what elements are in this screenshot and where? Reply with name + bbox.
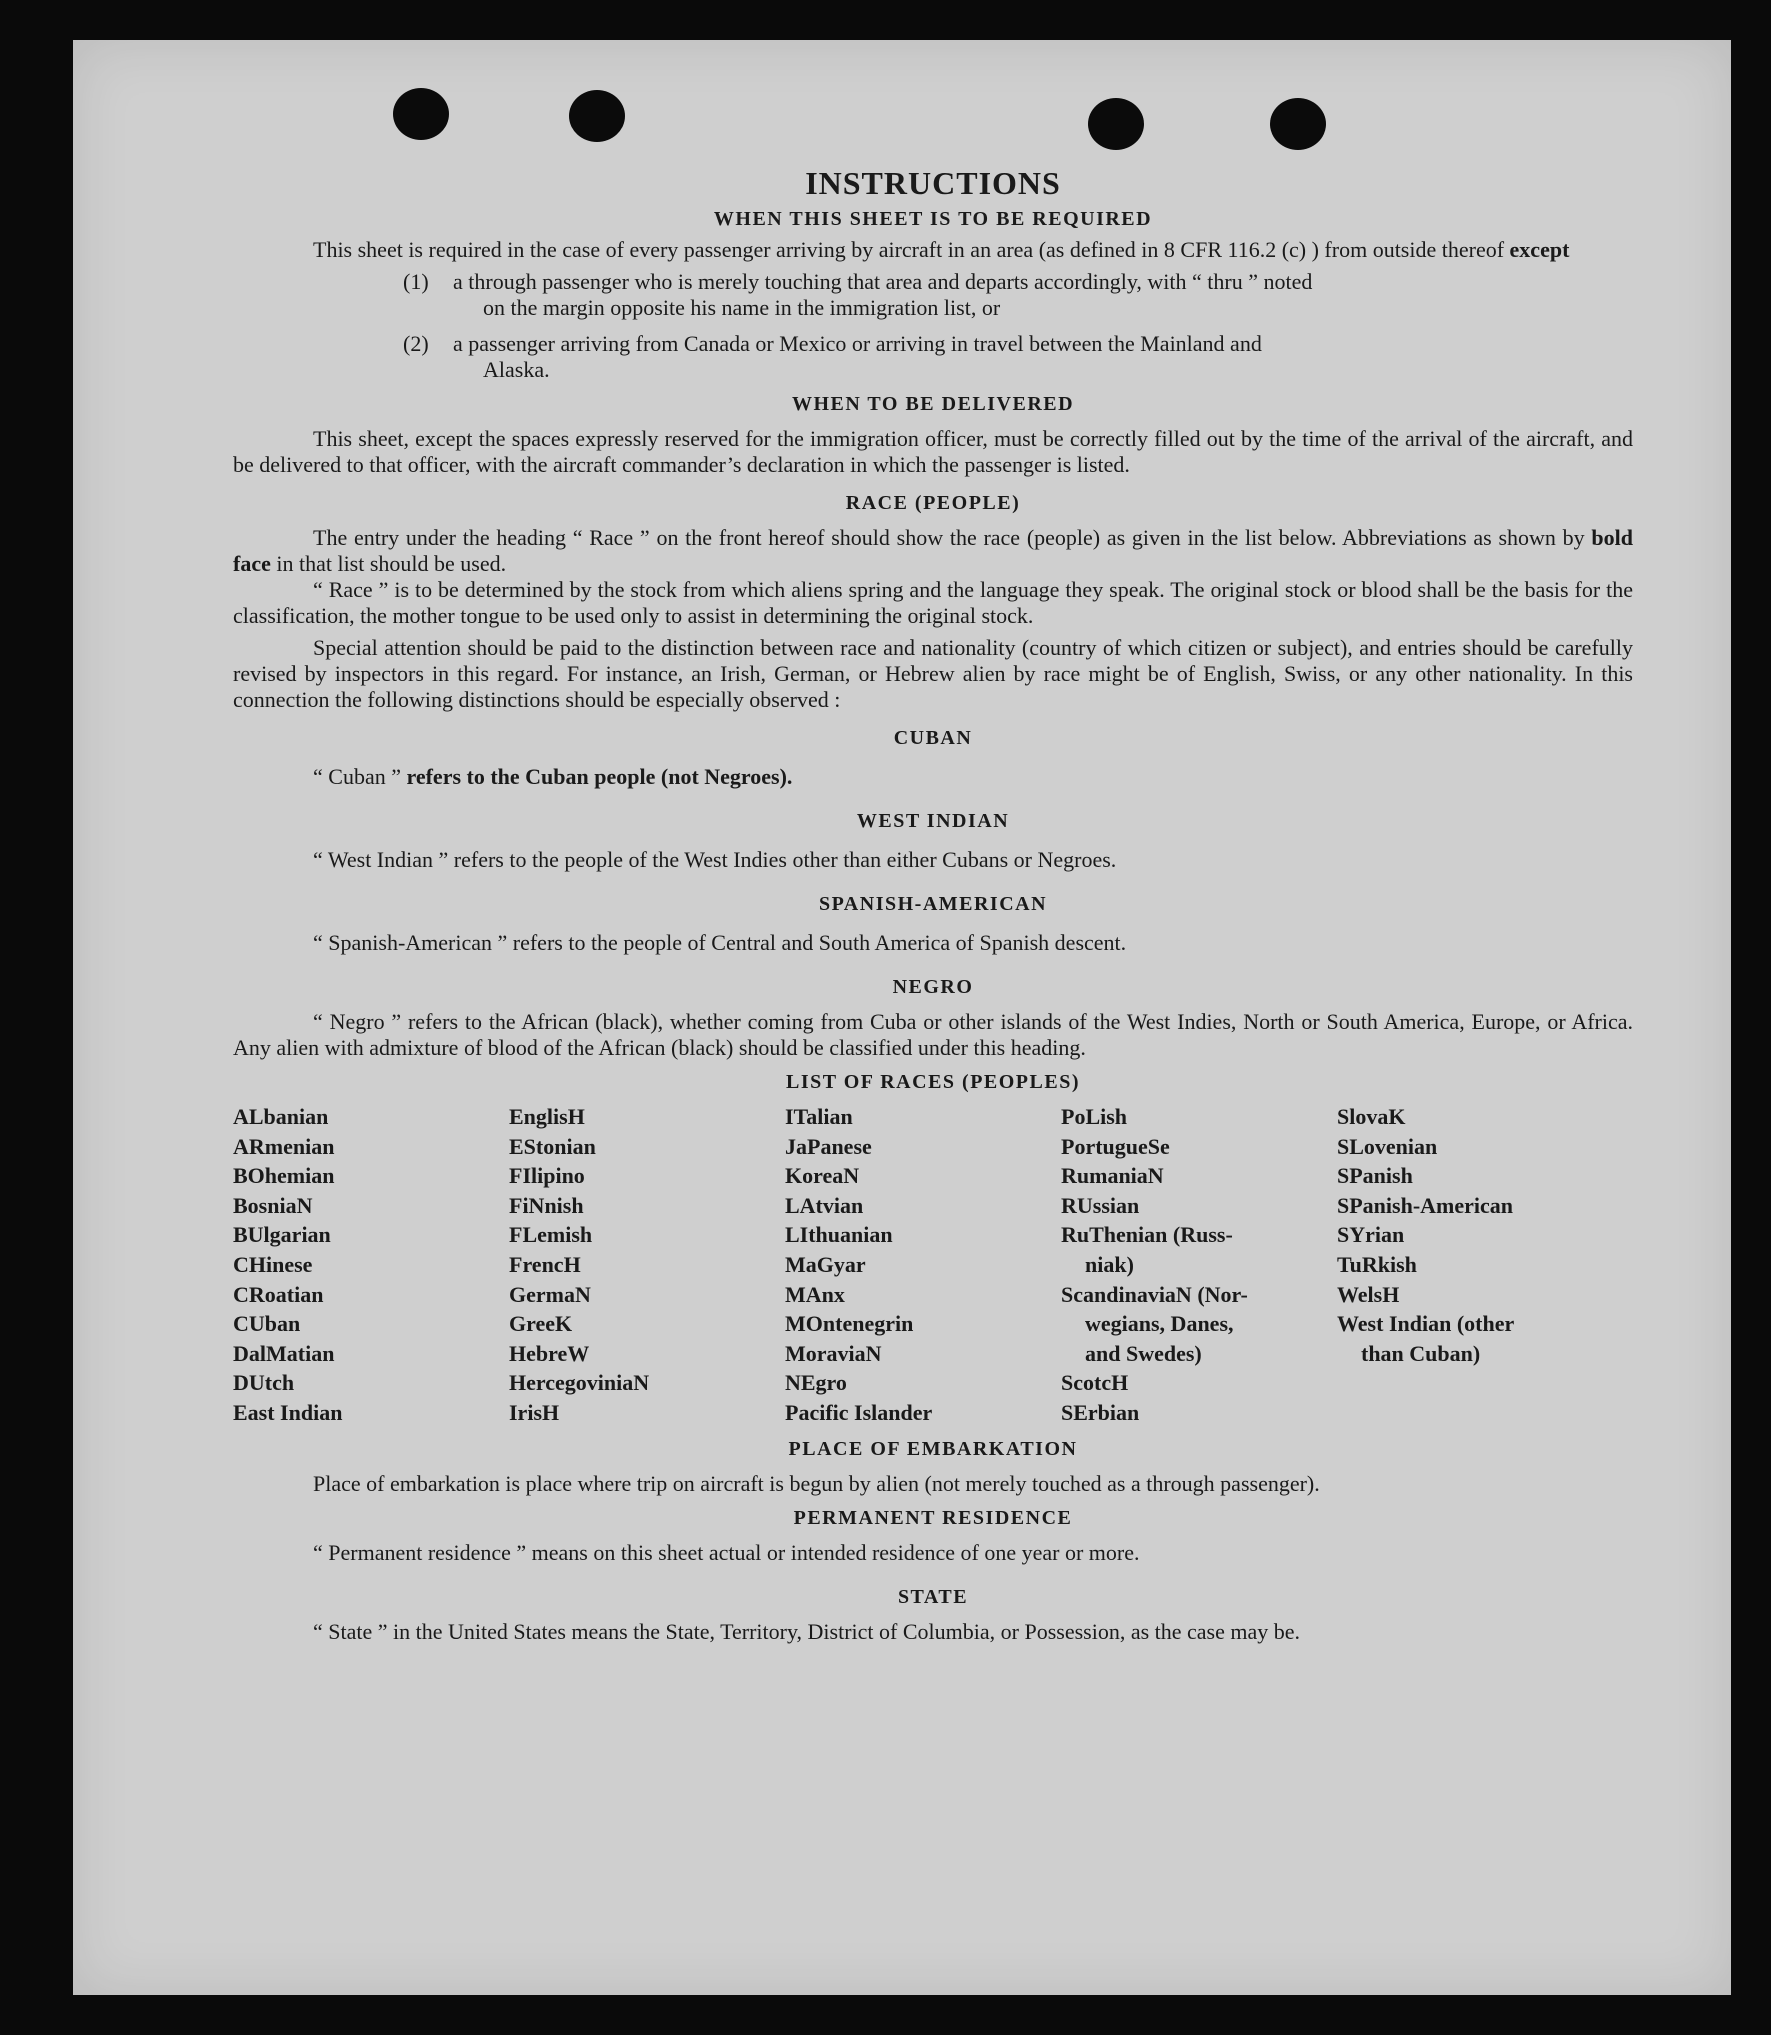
race-entry: PortugueSe: [1061, 1133, 1170, 1159]
race-entry: SPanish: [1337, 1163, 1413, 1189]
race-entry: ARmenian: [233, 1133, 335, 1159]
heading-state: STATE: [897, 1585, 969, 1608]
race-entry: GermaN: [509, 1281, 591, 1307]
paragraph-delivered: This sheet, except the spaces expressly reserved for the immigration officer, must be correctly filled out by the time of the arrival of the aircraft, and be delivered to that officer, with the aircraft commander’s declaration in which the passenger is listed.: [233, 426, 1633, 477]
heading-race: RACE (PEOPLE): [845, 492, 1021, 514]
race-entry: MaGyar: [785, 1251, 866, 1277]
heading-permanent-residence: PERMANENT RESIDENCE: [793, 1506, 1073, 1529]
paragraph-west-indian: “ West Indian ” refers to the people of the West Indies other than either Cubans or Negroes.: [313, 847, 1117, 872]
race-entry: FLemish: [509, 1222, 593, 1248]
heading-west-indian: WEST INDIAN: [856, 810, 1010, 832]
race-column-2: [509, 1102, 785, 1428]
race-entry: JaPanese: [785, 1133, 872, 1159]
race-entry: PoLish: [1061, 1104, 1128, 1129]
race-entry: niak): [1085, 1251, 1134, 1277]
race-entry: BosniaN: [233, 1192, 313, 1218]
race-entry: FrencH: [509, 1251, 581, 1277]
paragraph-spanish-american: “ Spanish-American ” refers to the people of Central and South America of Spanish descent.: [313, 930, 1127, 955]
heading-list-of-races: LIST OF RACES (PEOPLES): [785, 1071, 1080, 1093]
race-entry: LIthuanian: [785, 1222, 893, 1248]
race-entry: CRoatian: [233, 1281, 324, 1307]
race-entry: HebreW: [509, 1340, 590, 1366]
race-list: [233, 1102, 1633, 1428]
paragraph-required: This sheet is required in the case of every passenger arriving by aircraft in an area (as defined in 8 CFR 116.2 (c) ) from outside thereof except: [313, 237, 1570, 262]
heading-when-required: WHEN THIS SHEET IS TO BE REQUIRED: [713, 208, 1153, 230]
race-column-1: [233, 1102, 509, 1428]
race-entry: RUssian: [1061, 1192, 1140, 1218]
document-sheet: [73, 40, 1731, 1995]
race-entry: MAnx: [785, 1281, 845, 1307]
race-entry: HercegoviniaN: [509, 1370, 650, 1396]
race-entry: RuThenian (Russ-: [1061, 1222, 1233, 1248]
race-entry: TuRkish: [1337, 1251, 1417, 1277]
race-entry: and Swedes): [1085, 1340, 1202, 1366]
race-entry: DUtch: [233, 1370, 295, 1396]
race-entry: SPanish-American: [1337, 1192, 1513, 1218]
race-column-4: [1061, 1102, 1337, 1428]
race-entry: DalMatian: [233, 1340, 335, 1366]
race-entry: FiNnish: [509, 1192, 584, 1218]
punch-hole: [569, 90, 625, 142]
heading-spanish-american: SPANISH-AMERICAN: [818, 893, 1048, 915]
race-entry: BOhemian: [233, 1163, 335, 1189]
heading-cuban: CUBAN: [893, 727, 973, 749]
race-entry: SYrian: [1337, 1222, 1405, 1248]
heading-negro: NEGRO: [892, 976, 974, 998]
race-entry: CUban: [233, 1311, 301, 1337]
heading-when-delivered: WHEN TO BE DELIVERED: [791, 393, 1075, 415]
race-entry: MoraviaN: [785, 1340, 882, 1366]
race-entry: RumaniaN: [1061, 1163, 1164, 1189]
race-entry: EStonian: [509, 1133, 596, 1159]
race-entry: than Cuban): [1361, 1340, 1481, 1366]
race-entry: CHinese: [233, 1251, 313, 1277]
page-title: INSTRUCTIONS: [805, 165, 1061, 201]
punch-hole: [393, 88, 449, 140]
exception-item-1: (1) a through passenger who is merely touching that area and departs accordingly, with “ thru ” noted on the margin opposite his name in the immigration list, or: [403, 269, 1313, 320]
paragraph-embarkation: Place of embarkation is place where trip on aircraft is begun by alien (not merely touched as a through passenger).: [313, 1470, 1320, 1496]
exception-item-2: (2) a passenger arriving from Canada or Mexico or arriving in travel between the Mainland and Alaska.: [403, 331, 1262, 382]
paragraph-race-1: The entry under the heading “ Race ” on the front hereof should show the race (people) as given in the list below. Abbreviations as shown by bold face in that list should be used.: [233, 525, 1633, 576]
race-entry: SLovenian: [1337, 1133, 1438, 1159]
race-entry: GreeK: [509, 1311, 573, 1337]
race-entry: wegians, Danes,: [1085, 1311, 1234, 1337]
heading-place-of-embarkation: PLACE OF EMBARKATION: [788, 1437, 1078, 1460]
race-entry: WelsH: [1337, 1281, 1400, 1307]
punch-hole: [1270, 98, 1326, 150]
race-entry: East Indian: [233, 1399, 343, 1425]
race-column-3: [785, 1102, 1061, 1428]
paragraph-race-3: Special attention should be paid to the distinction between race and nationality (country of which citizen or subject), and entries should be carefully revised by inspectors in this regard. For instance, an Irish, German, or Hebrew alien by race might be of English, Swiss, or any other nationality. In this connection the following distinctions should be especially observed :: [233, 635, 1633, 712]
race-entry: KoreaN: [785, 1163, 860, 1189]
race-column-5: [1337, 1102, 1613, 1428]
race-entry: ALbanian: [233, 1104, 329, 1129]
race-entry: West Indian (other: [1337, 1311, 1515, 1337]
race-entry: Pacific Islander: [785, 1399, 933, 1425]
race-entry: MOntenegrin: [785, 1311, 914, 1337]
paragraph-residence: “ Permanent residence ” means on this sheet actual or intended residence of one year or more.: [313, 1539, 1140, 1565]
race-entry: IrisH: [509, 1399, 560, 1425]
paragraph-negro: “ Negro ” refers to the African (black), whether coming from Cuba or other islands of the West Indies, North or South America, Europe, or Africa. Any alien with admixture of blood of the African (black) should be classified under this heading.: [233, 1009, 1633, 1060]
race-entry: BUlgarian: [233, 1222, 331, 1248]
race-entry: ScandinaviaN (Nor-: [1061, 1281, 1248, 1307]
instructions-content: [233, 165, 1633, 1645]
race-entry: ITalian: [785, 1104, 853, 1129]
race-entry: FIlipino: [509, 1163, 585, 1189]
race-entry: ScotcH: [1061, 1370, 1129, 1396]
punch-hole: [1088, 98, 1144, 150]
race-entry: NEgro: [785, 1370, 847, 1396]
race-entry: LAtvian: [785, 1192, 864, 1218]
race-entry: EnglisH: [509, 1104, 585, 1129]
paragraph-race-2: “ Race ” is to be determined by the stock from which aliens spring and the language they speak. The original stock or blood shall be the basis for the classification, the mother tongue to be used only to assist in determining the original stock.: [233, 577, 1633, 628]
paragraph-cuban: “ Cuban ” refers to the Cuban people (not Negroes).: [313, 764, 793, 789]
race-entry: SErbian: [1061, 1399, 1140, 1425]
race-entry: SlovaK: [1337, 1104, 1406, 1129]
paragraph-state: “ State ” in the United States means the State, Territory, District of Columbia, or Possession, as the case may be.: [313, 1618, 1301, 1644]
